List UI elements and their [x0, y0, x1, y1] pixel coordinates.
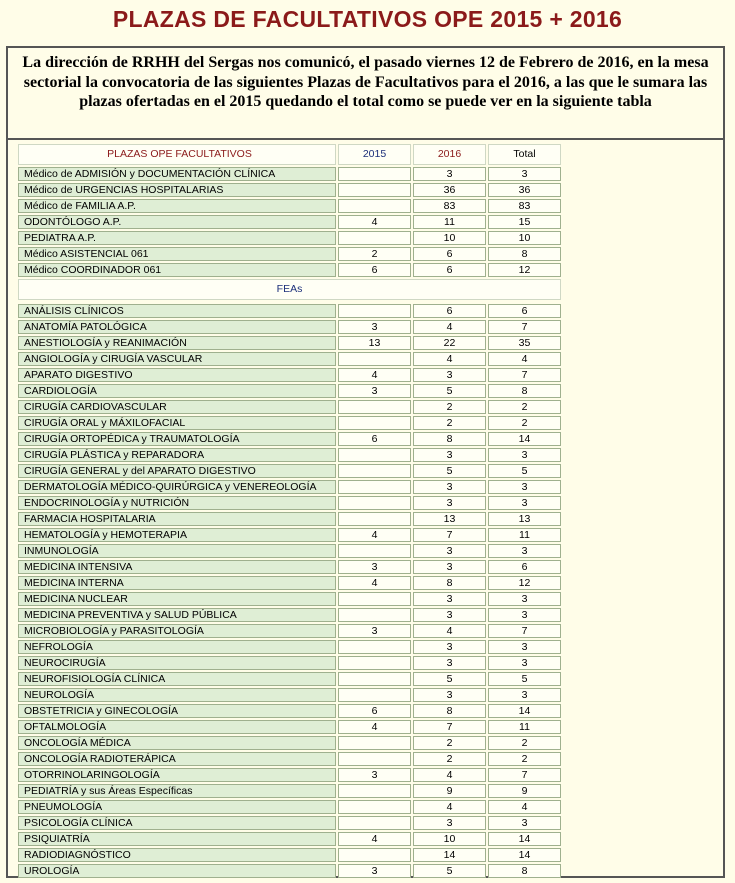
plaza-name: OTORRINOLARINGOLOGÍA: [18, 768, 336, 782]
value-2016: 22: [413, 336, 486, 350]
table-row: [18, 704, 561, 718]
value-total: 3: [488, 544, 561, 558]
table-row: [18, 432, 561, 446]
value-total: 3: [488, 640, 561, 654]
plaza-name: Médico de ADMISIÓN y DOCUMENTACIÓN CLÍNICA: [18, 167, 336, 181]
value-2015: [338, 672, 411, 686]
value-2016: 7: [413, 528, 486, 542]
plaza-name: PSICOLOGÍA CLÍNICA: [18, 816, 336, 830]
value-2015: [338, 736, 411, 750]
content-frame: [6, 46, 725, 878]
plaza-name: NEUROFISIOLOGÍA CLÍNICA: [18, 672, 336, 686]
plaza-name: ANATOMÍA PATOLÓGICA: [18, 320, 336, 334]
table-row: [18, 512, 561, 526]
value-total: 35: [488, 336, 561, 350]
table-row: [18, 864, 561, 878]
value-2016: 3: [413, 496, 486, 510]
value-total: 2: [488, 400, 561, 414]
value-2015: 4: [338, 832, 411, 846]
plaza-name: MEDICINA INTERNA: [18, 576, 336, 590]
value-2016: 13: [413, 512, 486, 526]
value-2015: [338, 656, 411, 670]
value-2016: 2: [413, 400, 486, 414]
plaza-name: PNEUMOLOGÍA: [18, 800, 336, 814]
value-total: 14: [488, 432, 561, 446]
table-row: [18, 480, 561, 494]
value-2016: 3: [413, 816, 486, 830]
value-total: 4: [488, 352, 561, 366]
table-row: [18, 544, 561, 558]
value-2015: [338, 688, 411, 702]
page-title: PLAZAS DE FACULTATIVOS OPE 2015 + 2016: [112, 6, 623, 32]
value-total: 36: [488, 183, 561, 197]
value-total: 9: [488, 784, 561, 798]
value-2015: [338, 640, 411, 654]
plaza-name: HEMATOLOGÍA y HEMOTERAPIA: [18, 528, 336, 542]
value-2016: 2: [413, 736, 486, 750]
value-total: 15: [488, 215, 561, 229]
value-total: 12: [488, 576, 561, 590]
table-row: [18, 672, 561, 686]
table-row: [18, 592, 561, 606]
plaza-name: Médico ASISTENCIAL 061: [18, 247, 336, 261]
value-2016: 10: [413, 231, 486, 245]
value-2016: 3: [413, 448, 486, 462]
value-total: 3: [488, 816, 561, 830]
value-2016: 11: [413, 215, 486, 229]
plaza-name: MEDICINA PREVENTIVA y SALUD PÚBLICA: [18, 608, 336, 622]
value-2015: 4: [338, 215, 411, 229]
plaza-name: PEDIATRÍA y sus Áreas Específicas: [18, 784, 336, 798]
value-2016: 6: [413, 247, 486, 261]
value-total: 5: [488, 464, 561, 478]
value-total: 14: [488, 848, 561, 862]
value-2016: 10: [413, 832, 486, 846]
value-2016: 6: [413, 263, 486, 277]
value-total: 10: [488, 231, 561, 245]
value-2016: 3: [413, 480, 486, 494]
value-total: 12: [488, 263, 561, 277]
value-2016: 7: [413, 720, 486, 734]
value-2016: 3: [413, 592, 486, 606]
value-2015: [338, 199, 411, 213]
value-2015: [338, 352, 411, 366]
value-2015: 4: [338, 528, 411, 542]
value-total: 5: [488, 672, 561, 686]
plaza-name: ANGIOLOGÍA y CIRUGÍA VASCULAR: [18, 352, 336, 366]
value-total: 7: [488, 768, 561, 782]
value-2016: 3: [413, 544, 486, 558]
table-row: [18, 768, 561, 782]
value-2015: [338, 800, 411, 814]
table-row: [18, 736, 561, 750]
value-total: 3: [488, 656, 561, 670]
value-2015: 6: [338, 704, 411, 718]
plaza-name: MEDICINA INTENSIVA: [18, 560, 336, 574]
table-row: [18, 320, 561, 334]
plaza-name: MICROBIOLOGÍA y PARASITOLOGÍA: [18, 624, 336, 638]
table-row: [18, 215, 561, 229]
plaza-name: PSIQUIATRÍA: [18, 832, 336, 846]
plaza-name: FARMACIA HOSPITALARIA: [18, 512, 336, 526]
value-2015: [338, 231, 411, 245]
value-2015: [338, 544, 411, 558]
value-2015: [338, 816, 411, 830]
value-2015: [338, 608, 411, 622]
value-2015: [338, 512, 411, 526]
value-2015: [338, 784, 411, 798]
table-row: [18, 624, 561, 638]
table-row: [18, 416, 561, 430]
plaza-name: MEDICINA NUCLEAR: [18, 592, 336, 606]
table-row: [18, 384, 561, 398]
table-row: [18, 448, 561, 462]
plazas-table-body: [18, 144, 561, 878]
value-2015: [338, 592, 411, 606]
table-row: [18, 752, 561, 766]
table-row: [18, 832, 561, 846]
value-2016: 5: [413, 384, 486, 398]
value-2016: 3: [413, 167, 486, 181]
table-row: [18, 784, 561, 798]
plaza-name: ODONTÓLOGO A.P.: [18, 215, 336, 229]
value-2015: [338, 480, 411, 494]
table-row: [18, 247, 561, 261]
table-row: [18, 352, 561, 366]
table-row: [18, 336, 561, 350]
value-2015: 3: [338, 864, 411, 878]
value-total: 2: [488, 752, 561, 766]
table-row: [18, 608, 561, 622]
section-label-feas: FEAs: [18, 279, 561, 300]
value-2016: 8: [413, 704, 486, 718]
value-total: 2: [488, 736, 561, 750]
value-total: 7: [488, 624, 561, 638]
plaza-name: OBSTETRICIA y GINECOLOGÍA: [18, 704, 336, 718]
value-2016: 3: [413, 560, 486, 574]
table-row: [18, 576, 561, 590]
value-total: 14: [488, 704, 561, 718]
plaza-name: ONCOLOGÍA MÉDICA: [18, 736, 336, 750]
header-2015: 2015: [338, 144, 411, 165]
value-2015: 3: [338, 320, 411, 334]
section-header-row: [18, 279, 561, 300]
table-row: [18, 720, 561, 734]
value-2015: 2: [338, 247, 411, 261]
value-2016: 4: [413, 624, 486, 638]
value-2015: [338, 464, 411, 478]
table-row: [18, 560, 561, 574]
value-total: 7: [488, 320, 561, 334]
table-row: [18, 231, 561, 245]
value-2015: 3: [338, 560, 411, 574]
value-2015: 4: [338, 368, 411, 382]
value-2015: 3: [338, 384, 411, 398]
plaza-name: CIRUGÍA ORTOPÉDICA y TRAUMATOLOGÍA: [18, 432, 336, 446]
value-2016: 3: [413, 656, 486, 670]
plaza-name: INMUNOLOGÍA: [18, 544, 336, 558]
value-2016: 5: [413, 864, 486, 878]
table-row: [18, 304, 561, 318]
header-2016: 2016: [413, 144, 486, 165]
value-2016: 4: [413, 800, 486, 814]
table-header-row: [18, 144, 561, 165]
value-2015: [338, 400, 411, 414]
plaza-name: Médico de FAMILIA A.P.: [18, 199, 336, 213]
value-2015: 4: [338, 576, 411, 590]
value-2016: 14: [413, 848, 486, 862]
value-total: 83: [488, 199, 561, 213]
plaza-name: APARATO DIGESTIVO: [18, 368, 336, 382]
value-total: 6: [488, 560, 561, 574]
table-row: [18, 368, 561, 382]
table-row: [18, 263, 561, 277]
plaza-name: ONCOLOGÍA RADIOTERÁPICA: [18, 752, 336, 766]
value-2016: 3: [413, 608, 486, 622]
value-total: 2: [488, 416, 561, 430]
value-2016: 6: [413, 304, 486, 318]
value-2015: [338, 304, 411, 318]
plaza-name: Médico de URGENCIAS HOSPITALARIAS: [18, 183, 336, 197]
plaza-name: NEFROLOGÍA: [18, 640, 336, 654]
plaza-name: CIRUGÍA ORAL y MÁXILOFACIAL: [18, 416, 336, 430]
table-row: [18, 167, 561, 181]
intro-paragraph: La dirección de RRHH del Sergas nos comunicó, el pasado viernes 12 de Febrero de 2016, en la mesa sectorial la convocatoria de las siguientes Plazas de Facultativos para el 2016, a las que le sumara las plazas ofertadas en el 2015 quedando el total como se puede ver en la siguiente tabla: [8, 48, 723, 140]
value-total: 3: [488, 592, 561, 606]
header-plazas: PLAZAS OPE FACULTATIVOS: [18, 144, 336, 165]
value-total: 3: [488, 448, 561, 462]
value-total: 11: [488, 720, 561, 734]
plaza-name: CIRUGÍA CARDIOVASCULAR: [18, 400, 336, 414]
table-row: [18, 640, 561, 654]
plaza-name: CARDIOLOGÍA: [18, 384, 336, 398]
value-2016: 8: [413, 432, 486, 446]
plaza-name: CIRUGÍA GENERAL y del APARATO DIGESTIVO: [18, 464, 336, 478]
value-total: 11: [488, 528, 561, 542]
value-2015: [338, 448, 411, 462]
table-row: [18, 528, 561, 542]
value-2016: 2: [413, 752, 486, 766]
value-2016: 4: [413, 768, 486, 782]
value-2015: 4: [338, 720, 411, 734]
value-2016: 3: [413, 368, 486, 382]
table-row: [18, 800, 561, 814]
value-2015: 13: [338, 336, 411, 350]
plaza-name: PEDIATRA A.P.: [18, 231, 336, 245]
value-total: 7: [488, 368, 561, 382]
plaza-name: CIRUGÍA PLÁSTICA y REPARADORA: [18, 448, 336, 462]
plaza-name: RADIODIAGNÓSTICO: [18, 848, 336, 862]
plaza-name: ENDOCRINOLOGÍA y NUTRICIÓN: [18, 496, 336, 510]
value-total: 3: [488, 167, 561, 181]
value-2016: 4: [413, 352, 486, 366]
value-2016: 4: [413, 320, 486, 334]
header-total: Total: [488, 144, 561, 165]
value-2016: 5: [413, 464, 486, 478]
value-total: 8: [488, 384, 561, 398]
value-2016: 5: [413, 672, 486, 686]
value-total: 8: [488, 864, 561, 878]
plaza-name: NEUROLOGÍA: [18, 688, 336, 702]
table-row: [18, 464, 561, 478]
value-2015: 3: [338, 768, 411, 782]
value-2016: 36: [413, 183, 486, 197]
value-total: 14: [488, 832, 561, 846]
table-row: [18, 688, 561, 702]
table-row: [18, 848, 561, 862]
value-2016: 3: [413, 640, 486, 654]
table-row: [18, 656, 561, 670]
plazas-table: [16, 142, 563, 880]
value-2015: [338, 848, 411, 862]
value-total: 6: [488, 304, 561, 318]
value-2016: 9: [413, 784, 486, 798]
value-2015: 3: [338, 624, 411, 638]
value-total: 4: [488, 800, 561, 814]
table-row: [18, 816, 561, 830]
value-total: 3: [488, 608, 561, 622]
value-2015: 6: [338, 263, 411, 277]
plaza-name: NEUROCIRUGÍA: [18, 656, 336, 670]
value-2015: [338, 167, 411, 181]
value-total: 8: [488, 247, 561, 261]
value-total: 3: [488, 496, 561, 510]
value-2015: 6: [338, 432, 411, 446]
plaza-name: Médico COORDINADOR 061: [18, 263, 336, 277]
value-total: 13: [488, 512, 561, 526]
value-2016: 3: [413, 688, 486, 702]
value-total: 3: [488, 480, 561, 494]
table-row: [18, 400, 561, 414]
plaza-name: UROLOGÍA: [18, 864, 336, 878]
value-2016: 83: [413, 199, 486, 213]
plaza-name: ANÁLISIS CLÍNICOS: [18, 304, 336, 318]
plaza-name: DERMATOLOGÍA MÉDICO-QUIRÚRGICA y VENEREOLOGÍA: [18, 480, 336, 494]
plaza-name: ANESTIOLOGÍA y REANIMACIÓN: [18, 336, 336, 350]
value-total: 3: [488, 688, 561, 702]
table-row: [18, 199, 561, 213]
value-2016: 2: [413, 416, 486, 430]
table-row: [18, 496, 561, 510]
table-row: [18, 183, 561, 197]
value-2016: 8: [413, 576, 486, 590]
value-2015: [338, 416, 411, 430]
plaza-name: OFTALMOLOGÍA: [18, 720, 336, 734]
value-2015: [338, 752, 411, 766]
value-2015: [338, 183, 411, 197]
value-2015: [338, 496, 411, 510]
